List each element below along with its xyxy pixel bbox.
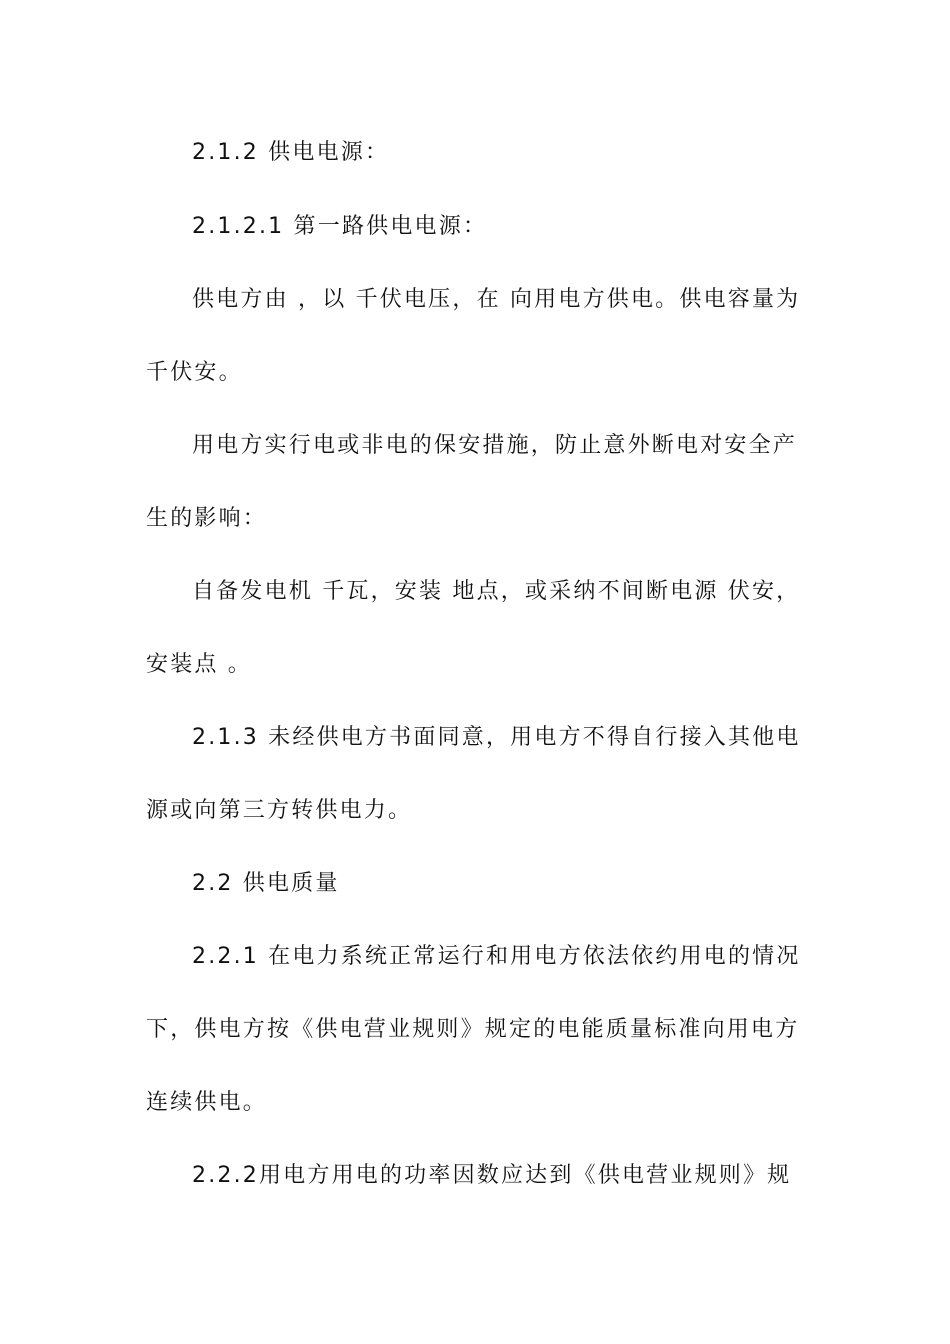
paragraph-line: 连续供电。	[146, 1090, 268, 1115]
paragraph-line: 供电方由 ，以 千伏电压，在 向用电方供电。供电容量为	[192, 287, 801, 312]
section-heading-2-1-2: 2.1.2 供电电源：	[192, 140, 390, 165]
paragraph-line: 源或向第三方转供电力。	[146, 798, 413, 823]
paragraph-line: 2.2.1 在电力系统正常运行和用电方依法依约用电的情况	[192, 944, 801, 969]
paragraph-line: 2.1.3 未经供电方书面同意，用电方不得自行接入其他电	[192, 725, 801, 750]
paragraph-line: 2.2.2用电方用电的功率因数应达到《供电营业规则》规	[192, 1163, 792, 1188]
section-heading-2-1-2-1: 2.1.2.1 第一路供电电源：	[192, 214, 488, 239]
paragraph-line: 用电方实行电或非电的保安措施，防止意外断电对安全产	[192, 433, 798, 458]
paragraph-line: 自备发电机 千瓦，安装 地点，或采纳不间断电源 伏安，	[192, 579, 801, 604]
paragraph-line: 生的影响：	[146, 506, 268, 531]
paragraph-line: 安装点 。	[146, 652, 252, 677]
paragraph-line: 下，供电方按《供电营业规则》规定的电能质量标准向用电方	[146, 1017, 800, 1042]
section-heading-2-2: 2.2 供电质量	[192, 871, 340, 896]
paragraph-line: 千伏安。	[146, 360, 243, 385]
